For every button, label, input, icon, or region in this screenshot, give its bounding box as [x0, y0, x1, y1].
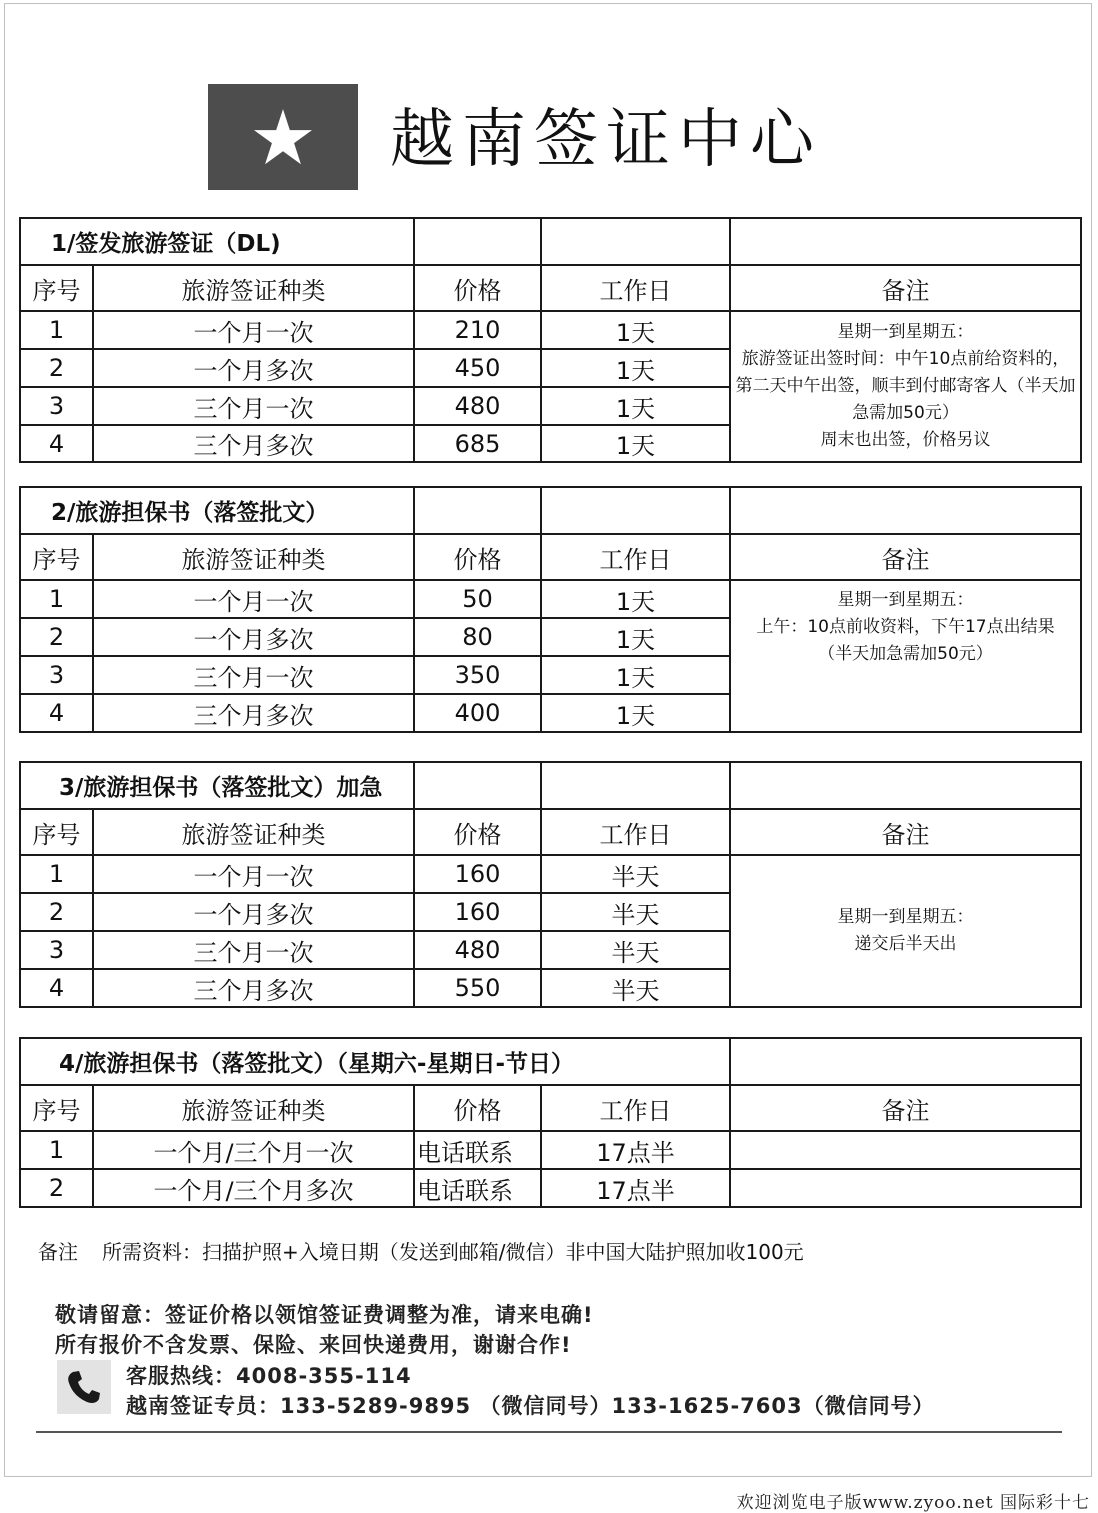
phone-icon [64, 1367, 104, 1407]
note-cell: 星期一到星期五： 旅游签证出签时间：中午10点前给资料的，第二天中午出签，顺丰到付邮寄客人（半天加急需加50元） 周末也出签，价格另议 [730, 311, 1081, 462]
table-row: 4 三个月多次 400 1天 [20, 694, 1081, 732]
page-title: 越南签证中心 [390, 103, 822, 177]
table-row: 3 三个月一次 480 半天 [20, 931, 1081, 969]
col-header-type: 旅游签证种类 [93, 1085, 414, 1131]
section-title: 2/旅游担保书（落签批文） [20, 487, 414, 534]
table-row: 2 一个月/三个月多次 电话联系 17点半 [20, 1169, 1081, 1207]
phone-icon-box [57, 1360, 111, 1414]
col-header-workdays: 工作日 [541, 1085, 730, 1131]
notice-line-1: 敬请留意：签证价格以领馆签证费调整为准，请来电确! [55, 1303, 594, 1327]
section-title: 3/旅游担保书（落签批文）加急 [20, 762, 414, 809]
agent-contacts: 越南签证专员：133-5289-9895 （微信同号）133-1625-7603（微信同号） [126, 1394, 935, 1418]
col-header-type: 旅游签证种类 [93, 534, 414, 580]
note-cell: 星期一到星期五： 上午：10点前收资料，下午17点出结果 （半天加急需加50元） [730, 580, 1081, 732]
notice-line-2: 所有报价不含发票、保险、来回快递费用，谢谢合作! [55, 1333, 572, 1357]
table-row: 1 一个月一次 210 1天 星期一到星期五： 旅游签证出签时间：中午10点前给资料的，第二天中午出签，顺丰到付邮寄客人（半天加急需加50元） 周末也出签，价格另议 [20, 311, 1081, 349]
col-header-note: 备注 [730, 534, 1081, 580]
table-row: 2 一个月多次 80 1天 [20, 618, 1081, 656]
col-header-price: 价格 [414, 1085, 541, 1131]
col-header-index: 序号 [20, 1085, 93, 1131]
col-header-workdays: 工作日 [541, 265, 730, 311]
col-header-type: 旅游签证种类 [93, 809, 414, 855]
remark-line [38, 1236, 804, 1265]
visa-table-2 [19, 486, 1082, 733]
visa-table-1 [19, 217, 1082, 463]
col-header-workdays: 工作日 [541, 809, 730, 855]
col-header-index: 序号 [20, 534, 93, 580]
remark-label: 备注 [38, 1240, 78, 1264]
table-row: 1 一个月/三个月一次 电话联系 17点半 [20, 1131, 1081, 1169]
section-title: 1/签发旅游签证（DL) [20, 218, 414, 265]
table-row: 3 三个月一次 350 1天 [20, 656, 1081, 694]
table-row: 2 一个月多次 450 1天 [20, 349, 1081, 387]
col-header-index: 序号 [20, 265, 93, 311]
col-header-workdays: 工作日 [541, 534, 730, 580]
divider [36, 1431, 1062, 1433]
star-icon [254, 109, 312, 165]
table-row: 2 一个月多次 160 半天 [20, 893, 1081, 931]
section-title: 4/旅游担保书（落签批文）（星期六-星期日-节日） [20, 1038, 730, 1085]
table-row: 4 三个月多次 685 1天 [20, 425, 1081, 462]
col-header-note: 备注 [730, 265, 1081, 311]
remark-text: 所需资料：扫描护照+入境日期（发送到邮箱/微信）非中国大陆护照加收100元 [102, 1240, 804, 1264]
table-row: 4 三个月多次 550 半天 [20, 969, 1081, 1007]
visa-table-3 [19, 761, 1082, 1008]
col-header-price: 价格 [414, 265, 541, 311]
hotline: 客服热线：4008-355-114 [126, 1364, 412, 1388]
col-header-note: 备注 [730, 809, 1081, 855]
footer-text: 欢迎浏览电子版www.zyoo.net 国际彩十七 [736, 1493, 1090, 1513]
logo-box [208, 84, 358, 190]
col-header-type: 旅游签证种类 [93, 265, 414, 311]
col-header-index: 序号 [20, 809, 93, 855]
table-row: 3 三个月一次 480 1天 [20, 387, 1081, 425]
table-row: 1 一个月一次 50 1天 星期一到星期五： 上午：10点前收资料，下午17点出结果 （半天加急需加50元） [20, 580, 1081, 618]
col-header-note: 备注 [730, 1085, 1081, 1131]
table-row: 1 一个月一次 160 半天 星期一到星期五： 递交后半天出 [20, 855, 1081, 893]
note-cell: 星期一到星期五： 递交后半天出 [730, 855, 1081, 1007]
col-header-price: 价格 [414, 809, 541, 855]
visa-table-4 [19, 1037, 1082, 1208]
col-header-price: 价格 [414, 534, 541, 580]
